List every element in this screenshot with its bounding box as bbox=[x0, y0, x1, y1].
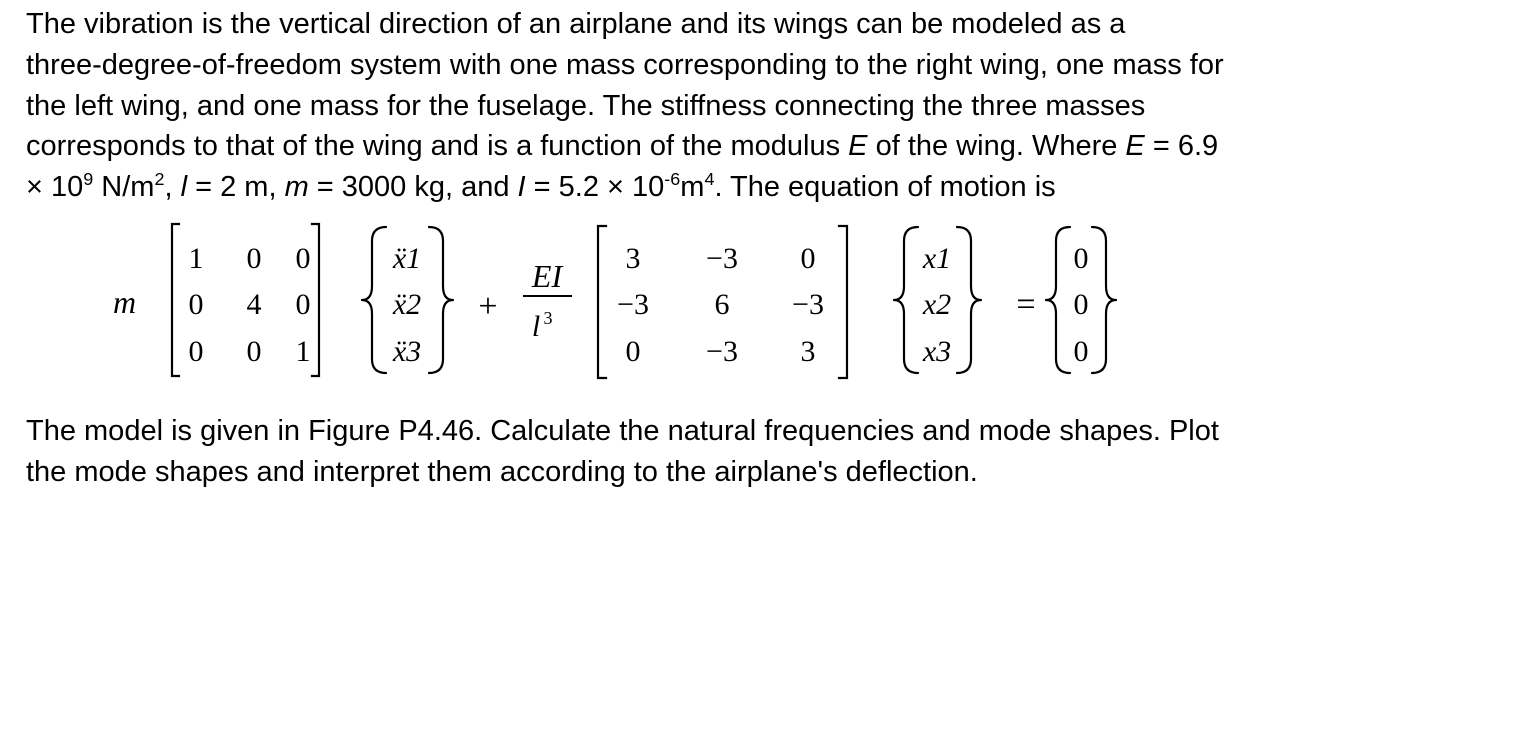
text-run: = 2 m, bbox=[187, 171, 285, 204]
paragraph-1-line-1: The vibration is the vertical direction of an airplane and its wings can be modeled as a bbox=[26, 8, 1126, 40]
disp-vector-entry: x3 bbox=[922, 335, 952, 368]
mass-matrix-entry: 0 bbox=[295, 288, 311, 321]
text-run: , bbox=[164, 171, 181, 204]
mass-matrix-entry: 0 bbox=[295, 242, 311, 275]
mass-matrix-right-bracket bbox=[312, 224, 319, 376]
stiffness-matrix-entry: −3 bbox=[792, 288, 824, 321]
accel-vector-entry: ẍ2 bbox=[392, 288, 422, 321]
accel-vector-entry: ẍ1 bbox=[392, 242, 422, 275]
stiffness-matrix-right-bracket bbox=[839, 226, 847, 378]
text-run: . The equation of motion is bbox=[714, 171, 1056, 204]
accel-vector-entry: ẍ3 bbox=[392, 335, 422, 368]
length-symbol: l bbox=[180, 171, 188, 204]
problem-paragraph-1 bbox=[26, 4, 1224, 208]
coefficient-exponent: 3 bbox=[543, 308, 553, 328]
mass-matrix-entry: 0 bbox=[246, 335, 262, 368]
exponent: 4 bbox=[704, 169, 715, 190]
text-run: m bbox=[680, 171, 705, 204]
mass-matrix-entry: 4 bbox=[246, 288, 262, 321]
equals-sign: = bbox=[1016, 286, 1036, 323]
disp-vector-right-brace bbox=[957, 227, 981, 373]
text-run: of the wing. Where bbox=[867, 130, 1126, 163]
stiffness-coefficient bbox=[523, 258, 572, 343]
mass-matrix-entry: 0 bbox=[188, 288, 204, 321]
text-run: = 6.9 bbox=[1144, 130, 1219, 163]
mass-matrix bbox=[189, 242, 311, 368]
stiffness-matrix-entry: −3 bbox=[706, 335, 738, 368]
equation-of-motion bbox=[0, 200, 1521, 400]
modulus-symbol: E bbox=[1125, 130, 1145, 163]
stiffness-matrix-entry: 0 bbox=[800, 242, 816, 275]
stiffness-matrix bbox=[617, 242, 824, 368]
coefficient-numerator: EI bbox=[531, 258, 563, 294]
accel-vector-right-brace bbox=[429, 227, 453, 373]
exponent: -6 bbox=[664, 169, 681, 190]
coefficient-denominator: l bbox=[531, 310, 541, 343]
text-run: × 10 bbox=[26, 171, 84, 204]
paragraph-1-line-2: three-degree-of-freedom system with one mass corresponding to the right wing, one mass for bbox=[26, 48, 1224, 81]
stiffness-matrix-entry: 3 bbox=[800, 335, 816, 368]
rhs-vector bbox=[1074, 242, 1089, 368]
exponent: 9 bbox=[83, 169, 94, 190]
stiffness-matrix-entry: 3 bbox=[625, 242, 641, 275]
stiffness-matrix-entry: 6 bbox=[714, 288, 730, 321]
text-run: N/m bbox=[93, 171, 155, 204]
disp-vector-left-brace bbox=[894, 227, 918, 373]
modulus-symbol: E bbox=[848, 130, 868, 163]
problem-paragraph-2 bbox=[26, 411, 1219, 493]
mass-matrix-left-bracket bbox=[172, 224, 179, 376]
paragraph-2-line-1: The model is given in Figure P4.46. Calculate the natural frequencies and mode shapes. Plot bbox=[26, 415, 1219, 447]
stiffness-matrix-entry: −3 bbox=[617, 288, 649, 321]
paragraph-1-line-3: the left wing, and one mass for the fuselage. The stiffness connecting the three masses bbox=[26, 89, 1146, 122]
plus-sign: + bbox=[478, 288, 498, 325]
inertia-symbol: I bbox=[517, 171, 526, 204]
paragraph-1-line-4 bbox=[26, 126, 1224, 167]
text-run: = 5.2 × 10 bbox=[525, 171, 665, 204]
exponent: 2 bbox=[154, 169, 165, 190]
mass-symbol: m bbox=[113, 284, 137, 320]
rhs-vector-entry: 0 bbox=[1073, 288, 1089, 321]
mass-matrix-entry: 0 bbox=[246, 242, 262, 275]
mass-matrix-entry: 1 bbox=[295, 335, 311, 368]
text-run: corresponds to that of the wing and is a function of the modulus bbox=[26, 130, 849, 163]
rhs-vector-entry: 0 bbox=[1073, 242, 1089, 275]
stiffness-matrix-entry: 0 bbox=[625, 335, 641, 368]
rhs-vector-left-brace bbox=[1046, 227, 1070, 373]
paragraph-2-line-2: the mode shapes and interpret them according to the airplane's deflection. bbox=[26, 455, 978, 488]
mass-matrix-entry: 1 bbox=[188, 242, 204, 275]
disp-vector bbox=[922, 242, 951, 368]
accel-vector-left-brace bbox=[362, 227, 386, 373]
stiffness-matrix-left-bracket bbox=[598, 226, 606, 378]
disp-vector-entry: x1 bbox=[922, 242, 952, 275]
disp-vector-entry: x2 bbox=[922, 288, 952, 321]
accel-vector bbox=[392, 242, 421, 368]
text-run: = 3000 kg, and bbox=[308, 171, 518, 204]
mass-symbol: m bbox=[284, 171, 309, 204]
rhs-vector-right-brace bbox=[1092, 227, 1116, 373]
stiffness-matrix-entry: −3 bbox=[706, 242, 738, 275]
mass-matrix-entry: 0 bbox=[188, 335, 204, 368]
rhs-vector-entry: 0 bbox=[1073, 335, 1089, 368]
